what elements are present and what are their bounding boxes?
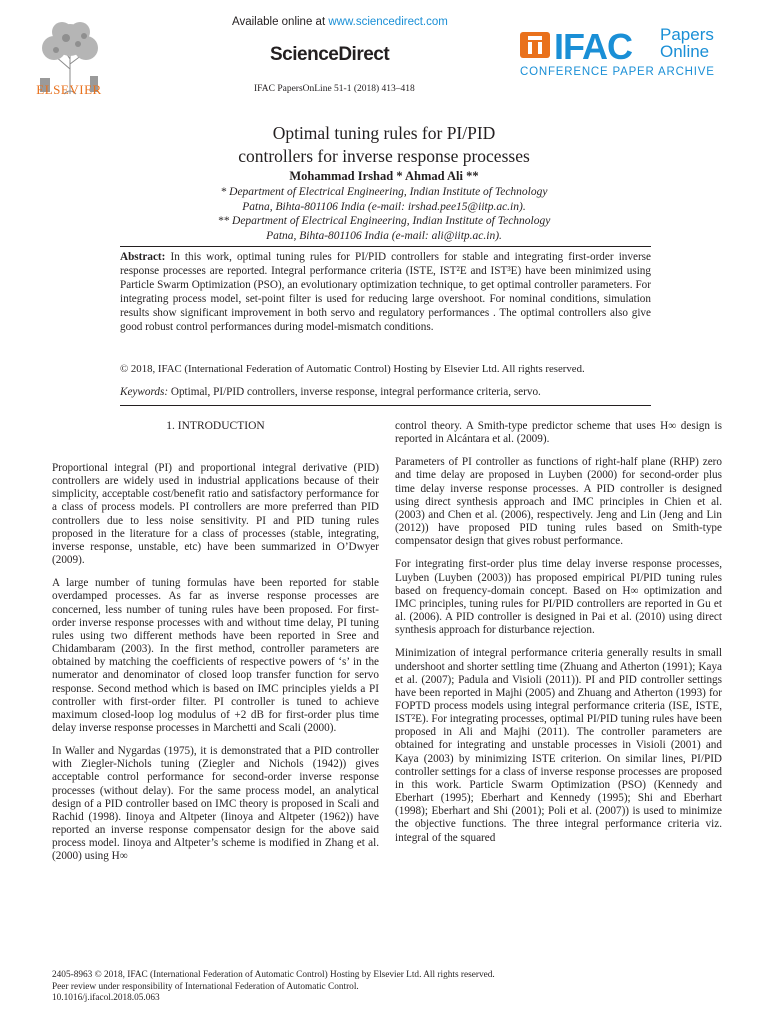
journal-reference: IFAC PapersOnLine 51-1 (2018) 413–418 [254, 84, 415, 94]
footer [52, 970, 495, 1005]
abstract-bottom-rule [120, 405, 651, 406]
title-line-2: controllers for inverse response processes [238, 146, 530, 166]
paragraph: In Waller and Nygardas (1975), it is demonstrated that a PID controller with Ziegler-Nichols tuning (Ziegler and Nichols (1942)) gives acceptable control performance for second-order inverse response processes (without delay). For the same process model, an analytical design of a PID controller based on IMC theory is proposed in Scali and Rachid (1998). Iinoya and Altpeter (Iinoya and Altpeter (1962)) have reported an inverse response compensator design for the above said process model. Iinoya and Altpeter’s scheme is modified in Zhang et al. (2000) using H∞ [52, 745, 379, 863]
affiliation-line-3: ** Department of Electrical Engineering, Indian Institute of Technology [217, 215, 551, 227]
keywords-text: Optimal, PI/PID controllers, inverse response, integral performance criteria, servo. [168, 386, 541, 398]
affiliations [0, 185, 768, 243]
publisher-name: ELSEVIER [36, 82, 102, 97]
availability-line [232, 16, 448, 28]
ifac-archive-tagline: CONFERENCE PAPER ARCHIVE [520, 66, 715, 78]
section-heading: 1. INTRODUCTION [166, 420, 265, 432]
paragraph: A large number of tuning formulas have been reported for stable overdamped processes. As far as inverse response processes are concerned, less number of tuning rules have been proposed. For first-order inverse response processes with and without time delay, PI tuning rules using two different methods have been reported in Sree and Chidambaram (2003). In the first method, controller parameters are obtained by matching the coefficients of respective powers of ‘s’ in the numerator and denominator of closed loop transfer function for servo response. Second method which is based on IMC principles yields a PI controller with first-order filter. PI controller is tuned to achieve maximum closed-loop log modulus of +2 dB for first-order plus time delay inverse response processes in Marchetti and Scali (2000). [52, 577, 379, 734]
paragraph: Minimization of integral performance criteria generally results in small undershoot and shorter settling time (Zhuang and Atherton (1991); Kaya et al. (2007); Padula and Visioli (2011)). PI and PID controller settings have been reported in Majhi (2005) and Zhuang and Atherton (1993) for FOPTD process models using integral performance criteria (ISE, ISTE, IST²E). For integrating processes, optimal PI/PID tuning rules have been proposed in Ali and Majhi (2011). The controller parameters are obtained for integrating and unstable processes in Visioli (2001) and Kaya (2003) by minimizing ISTE criterion. On similar lines, PI/PID controller settings for a class of inverse response processes are proposed in this work. Particle Swarm Optimization (PSO) (Kennedy and Eberhart (1995); Eberhart and Kennedy (1995); Shi and Eberhart (1998); Eberhart and Shi (2001); Poli et al. (2007)) is used to minimize the objective functions. The three integral performance criteria viz. integral of the squared [395, 647, 722, 844]
footer-copyright: 2405-8963 © 2018, IFAC (International Federation of Automatic Control) Hosting by Elsevier Ltd. All rights reserved. [52, 970, 495, 980]
title-line-1: Optimal tuning rules for PI/PID [272, 123, 496, 143]
ifac-wordmark: IFAC [554, 26, 633, 67]
sciencedirect-link[interactable]: www.sciencedirect.com [328, 16, 448, 28]
affiliation-line-2: Patna, Bihta-801106 India (e-mail: irshad.pee15@iitp.ac.in). [242, 200, 526, 213]
abstract-top-rule [120, 246, 651, 247]
left-column [52, 462, 379, 874]
right-column [395, 420, 722, 855]
paper-title [0, 122, 768, 168]
paragraph: Parameters of PI controller as functions of right-half plane (RHP) zero and time delay are proposed in Luyben (2000) for second-order plus time delay inverse response processes. A PID controller is designed using direct synthesis approach and IMC principles in Chien et al. (2003) and Chen et al. (2006), respectively. Jeng and Lin (Jeng and Lin (2012)) have proposed PID tuning rules based on Smith-type compensator design that gives robust performance. [395, 456, 722, 548]
ifac-emblem-icon [520, 28, 552, 60]
paragraph: Proportional integral (PI) and proportional integral derivative (PID) controllers are widely used in industrial applications because of their simplicity, acceptable cost/benefit ratio and satisfactory performance for a class of process models. PI controllers are more preferred than PID controllers due to less noise sensitivity. PI and PID tuning rules proposed in the literature for a class of processes (stable, integrating, inverse response, unstable, etc) have been summarized in O’Dwyer (2009). [52, 462, 379, 567]
keywords [120, 386, 651, 398]
author-list: Mohammad Irshad * Ahmad Ali ** [289, 169, 479, 183]
platform-name: ScienceDirect [270, 44, 390, 65]
copyright-notice: © 2018, IFAC (International Federation of Automatic Control) Hosting by Elsevier Ltd. All rights reserved. [120, 363, 585, 375]
available-prefix: Available online at [232, 16, 329, 28]
footer-doi: 10.1016/j.ifacol.2018.05.063 [52, 993, 160, 1003]
affiliation-line-4: Patna, Bihta-801106 India (e-mail: ali@iitp.ac.in). [266, 229, 502, 242]
keywords-label: Keywords: [120, 386, 169, 398]
paragraph: control theory. A Smith-type predictor scheme that uses H∞ design is reported in Alcántara et al. (2009). [395, 420, 722, 446]
paragraph: For integrating first-order plus time delay inverse response processes, Luyben (Luyben (2003)) has proposed empirical PI/PID tuning rules based on frequency-domain concept. Based on H∞ optimization and IMC principles, tuning rules for PI/PID controllers are reported in Gu et al. (2006). A PID controller is designed in Pai et al. (2010) using direct synthesis approach for disturbance rejection. [395, 558, 722, 637]
ifac-online-word: Online [660, 42, 710, 61]
footer-peer-review: Peer review under responsibility of International Federation of Automatic Control. [52, 981, 359, 992]
abstract-label: Abstract: [120, 251, 166, 263]
ifac-papers-online [660, 26, 714, 60]
ifac-papers-word: Papers [660, 25, 714, 44]
affiliation-line-1: * Department of Electrical Engineering, Indian Institute of Technology [220, 186, 548, 198]
abstract-text: In this work, optimal tuning rules for PI/PID controllers for stable and integrating first-order inverse response processes are reported. Integral performance criteria (ISTE, IST²E and IST³E) have been minimized using Particle Swarm Optimization (PSO), an evolutionary optimization technique, to get optimal controller parameters. For integrating process model, set-point filter is used for reducing large overshoot. For nominal conditions, simulation results show significant improvement in both servo and regulatory performances . The optimal controllers also give good robust control performances during model-mismatch conditions. [120, 251, 651, 334]
abstract [120, 250, 651, 335]
